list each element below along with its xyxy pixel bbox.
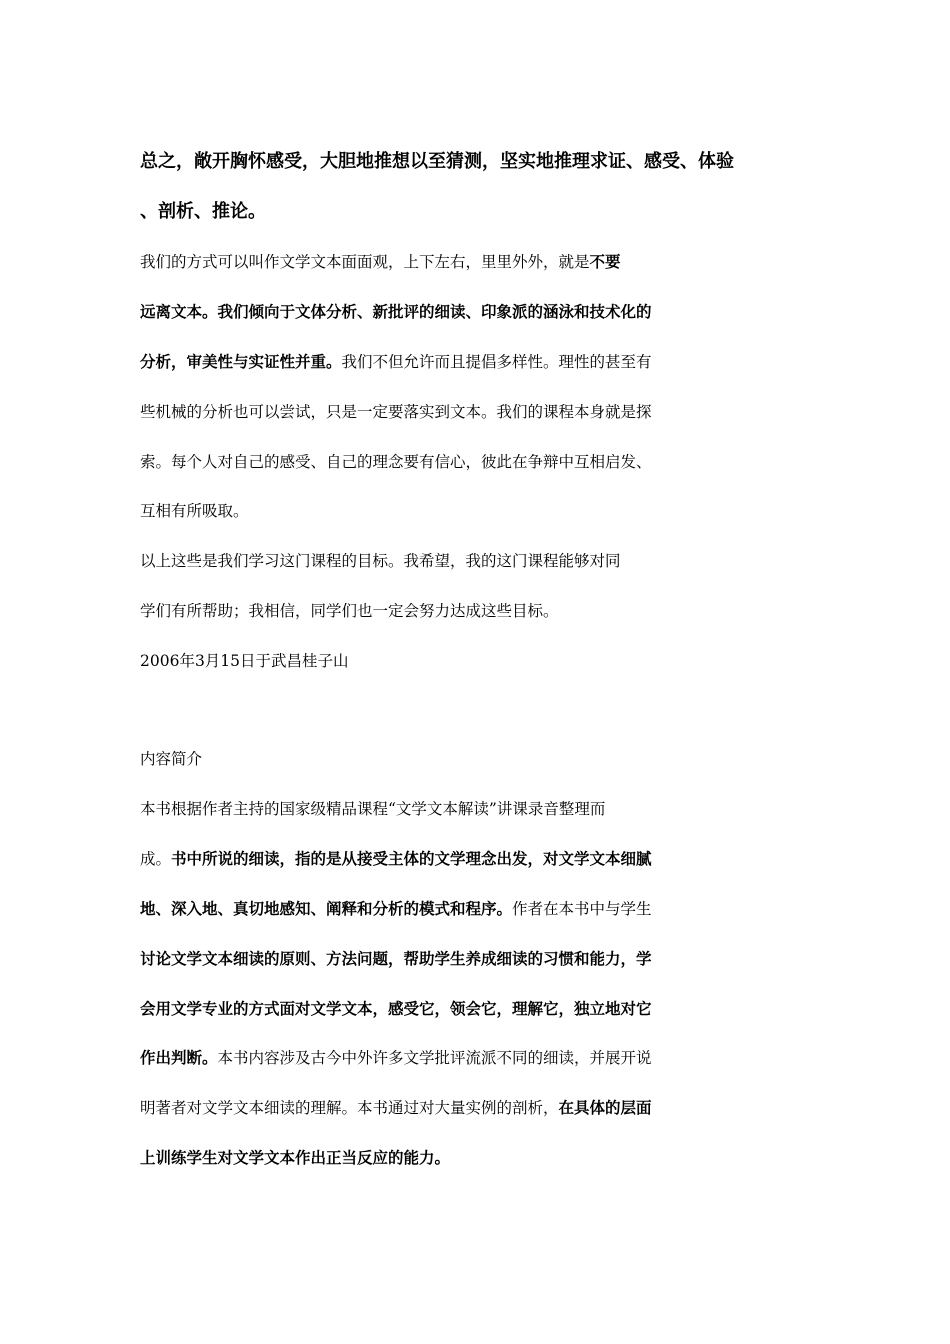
summary-line-4 [140,949,652,969]
summary-text-4: 讨论文学文本细读的原则、方法问题，帮助学生养成细读的习惯和能力，学 [140,950,652,968]
summary-text-8: 上训练学生对文学文本作出正当反应的能力。 [140,1149,451,1167]
method-text-3a: 分析，审美性与实证性并重。 [140,353,342,371]
summary-line-2 [140,849,652,869]
intro-text-2: 、剖析、推论。 [140,201,266,222]
method-text-2: 远离文本。我们倾向于文体分析、新批评的细读、印象派的涵泳和技术化的 [140,303,652,321]
summary-text-1: 本书根据作者主持的国家级精品课程“文学文本解读”讲课录音整理而 [140,800,606,818]
summary-text-2a: 成。 [140,850,172,868]
method-line-4 [140,402,652,422]
summary-line-6 [140,1048,652,1068]
goal-text-2: 学们有所帮助；我相信，同学们也一定会努力达成这些目标。 [140,602,559,620]
method-text-3b: 我们不但允许而且提倡多样性。理性的甚至有 [341,353,652,371]
signature-text: 2006年3月15日于武昌桂子山 [140,652,349,670]
intro-line-1 [140,150,734,174]
summary-text-7b: 在具体的层面 [558,1099,652,1117]
summary-line-5 [140,999,652,1019]
summary-text-5: 会用文学专业的方式面对文学文本，感受它，领会它，理解它，独立地对它 [140,1000,652,1018]
goal-line-1 [140,551,621,571]
intro-text-1: 总之，敞开胸怀感受，大胆地推想以至猜测，坚实地推理求证、感受、体验 [140,151,734,172]
summary-text-3a: 地、深入地、真切地感知、阐释和分析的模式和程序。 [140,900,513,918]
signature-line [140,651,349,671]
summary-text-6a: 作出判断。 [140,1049,218,1067]
summary-text-6b: 本书内容涉及古今中外许多文学批评流派不同的细读，并展开说 [217,1049,652,1067]
summary-text-3b: 作者在本书中与学生 [512,900,652,918]
method-line-1 [140,252,621,272]
method-line-6 [140,501,249,521]
summary-heading-text: 内容简介 [140,750,203,768]
summary-text-7a: 明著者对文学文本细读的理解。本书通过对大量实例的剖析， [140,1099,559,1117]
method-line-3 [140,352,652,372]
summary-text-2b: 书中所说的细读，指的是从接受主体的文学理念出发，对文学文本细腻 [171,850,652,868]
goal-text-1: 以上这些是我们学习这门课程的目标。我希望，我的这门课程能够对同 [140,552,621,570]
method-text-5: 索。每个人对自己的感受、自己的理念要有信心，彼此在争辩中互相启发、 [140,453,652,471]
method-line-2 [140,302,652,322]
method-text-6: 互相有所吸取。 [140,502,249,520]
method-line-5 [140,452,652,472]
method-text-1b: 不要 [589,253,621,271]
method-text-4: 些机械的分析也可以尝试，只是一定要落实到文本。我们的课程本身就是探 [140,403,652,421]
method-text-1a: 我们的方式可以叫作文学文本面面观，上下左右，里里外外，就是 [140,253,590,271]
summary-line-1 [140,799,605,819]
summary-line-8 [140,1148,450,1168]
goal-line-2 [140,601,559,621]
intro-line-2 [140,200,266,224]
summary-line-3 [140,899,652,919]
summary-heading [140,749,202,769]
summary-line-7 [140,1098,652,1118]
